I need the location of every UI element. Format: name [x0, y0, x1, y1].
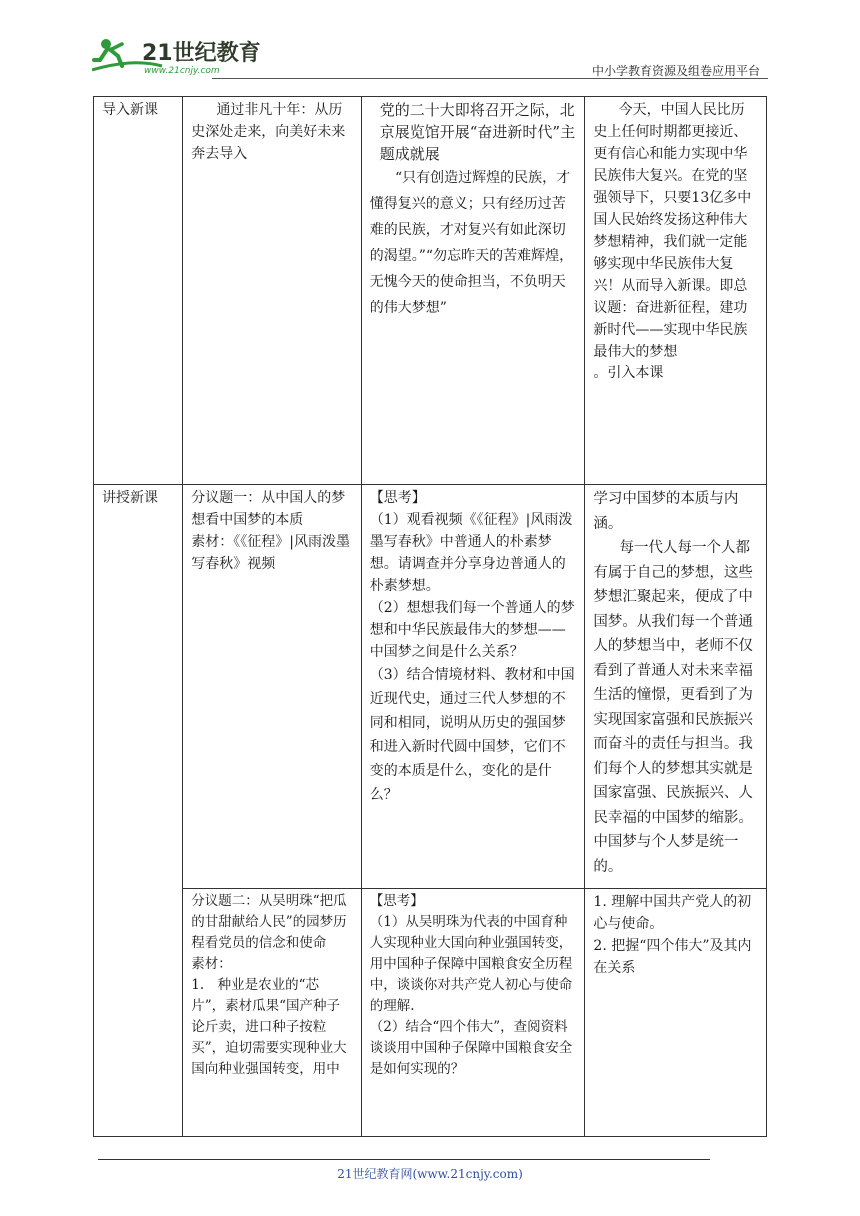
footer-divider — [98, 1159, 710, 1160]
activity-material: 1. 种业是农业的“芯片”，素材瓜果“国产种子论斤卖，进口种子按粒买”，迫切需要实现种业大国向种业强国转变，用中 — [191, 977, 347, 1077]
intent-item-1: 1. 理解中国共产党人的初心与使命。 — [593, 894, 752, 932]
table-row — [94, 97, 767, 485]
intent-item-2: 2. 把握“四个伟大”及其内在关系 — [593, 938, 752, 976]
question-cell — [361, 485, 585, 889]
activity-text: 分议题一：从中国人的梦想看中国梦的本质 — [191, 490, 346, 528]
question-2: （2）想想我们每一个普通人的梦想和中华民族最伟大的梦想——中国梦之间是什么关系？ — [369, 600, 575, 660]
intent-tail: 。引入本课 — [593, 365, 664, 381]
material-cell — [361, 97, 585, 485]
intent-cell — [585, 485, 767, 889]
site-logo — [92, 30, 272, 76]
stage-cell — [94, 97, 183, 485]
svg-text:21世纪教育: 21世纪教育 — [142, 41, 261, 66]
activity-cell — [183, 97, 362, 485]
activity-cell — [183, 485, 362, 889]
lesson-table — [93, 96, 767, 1137]
svg-text:www.21cnjy.com: www.21cnjy.com — [144, 66, 220, 76]
table-row — [94, 889, 767, 1137]
activity-text: 分议题二：从吴明珠“把瓜的甘甜献给人民”的园梦历程看党员的信念和使命 — [191, 893, 347, 951]
activity-text: 通过非凡十年：从历史深处走来，向美好未来奔去导入 — [191, 102, 346, 162]
question-2: （2）结合“四个伟大”，查阅资料谈谈用中国种子保障中国粮食安全是如何实现的？ — [369, 1019, 573, 1077]
intent-cell — [585, 97, 767, 485]
question-cell — [361, 889, 585, 1137]
stage-label: 讲授新课 — [102, 490, 158, 506]
platform-name: 中小学教育资源及组卷应用平台 — [591, 64, 760, 78]
intent-text: 今天，中国人民比历史上任何时期都更接近、更有信心和能力实现中华民族伟大复兴。在党的坚强领导下，只要13亿多中国人民始终发扬这种伟大梦想精神，我们就一定能够实现中华民族伟大复兴！从而导入新课。即总议题：奋进新征程，建功新时代——实现中华民族最伟大的梦想 — [593, 102, 752, 360]
think-title: 【思考】 — [369, 490, 426, 506]
question-1: （1）从吴明珠为代表的中国育种人实现种业大国向种业强国转变，用中国种子保障中国粮食安全历程中，谈谈你对共产党人初心与使命的理解. — [369, 914, 573, 1014]
question-3: （3）结合情境材料、教材和中国近现代史，通过三代人梦想的不同和相同，说明从历史的强国梦和进入新时代圆中国梦，它们不变的本质是什么，变化的是什么？ — [369, 667, 575, 803]
footer-link[interactable]: 21世纪教育网(www.21cnjy.com) — [337, 1167, 523, 1181]
material-title: 党的二十大即将召开之际，北京展览馆开展“奋进新时代”主题成就展 — [379, 101, 576, 163]
question-1: （1）观看视频《《征程》|风雨泼墨写春秋》中普通人的朴素梦想。请调查并分享身边普通人的朴素梦想。 — [369, 512, 573, 594]
intent-cell — [585, 889, 767, 1137]
page-header — [92, 30, 768, 80]
stage-cell — [94, 485, 183, 1137]
material-quote: “只有创造过辉煌的民族，才懂得复兴的意义；只有经历过苦难的民族，才对复兴有如此深切的渴望。”“勿忘昨天的苦难辉煌，无愧今天的使命担当，不负明天的伟大梦想” — [369, 170, 574, 316]
activity-cell — [183, 889, 362, 1137]
table-row — [94, 485, 767, 889]
activity-material: 素材：《《征程》|风雨泼墨写春秋》视频 — [191, 534, 350, 572]
think-title: 【思考】 — [369, 893, 424, 909]
intent-goal: 学习中国梦的本质与内涵。 — [593, 491, 739, 532]
activity-material-label: 素材： — [191, 956, 232, 972]
stage-label: 导入新课 — [102, 102, 158, 118]
intent-text: 每一代人每一个人都有属于自己的梦想，这些梦想汇聚起来，便成了中国梦。从我们每一个普通人的梦想当中，老师不仅看到了普通人对未来幸福生活的憧憬，更看到了为实现国家富强和民族振兴而奋斗的责任与担当。我们每个人的梦想其实就是国家富强、民族振兴、人民幸福的中国梦的缩影。中国梦与个人梦是统一的。 — [593, 540, 753, 875]
header-divider — [212, 78, 768, 79]
